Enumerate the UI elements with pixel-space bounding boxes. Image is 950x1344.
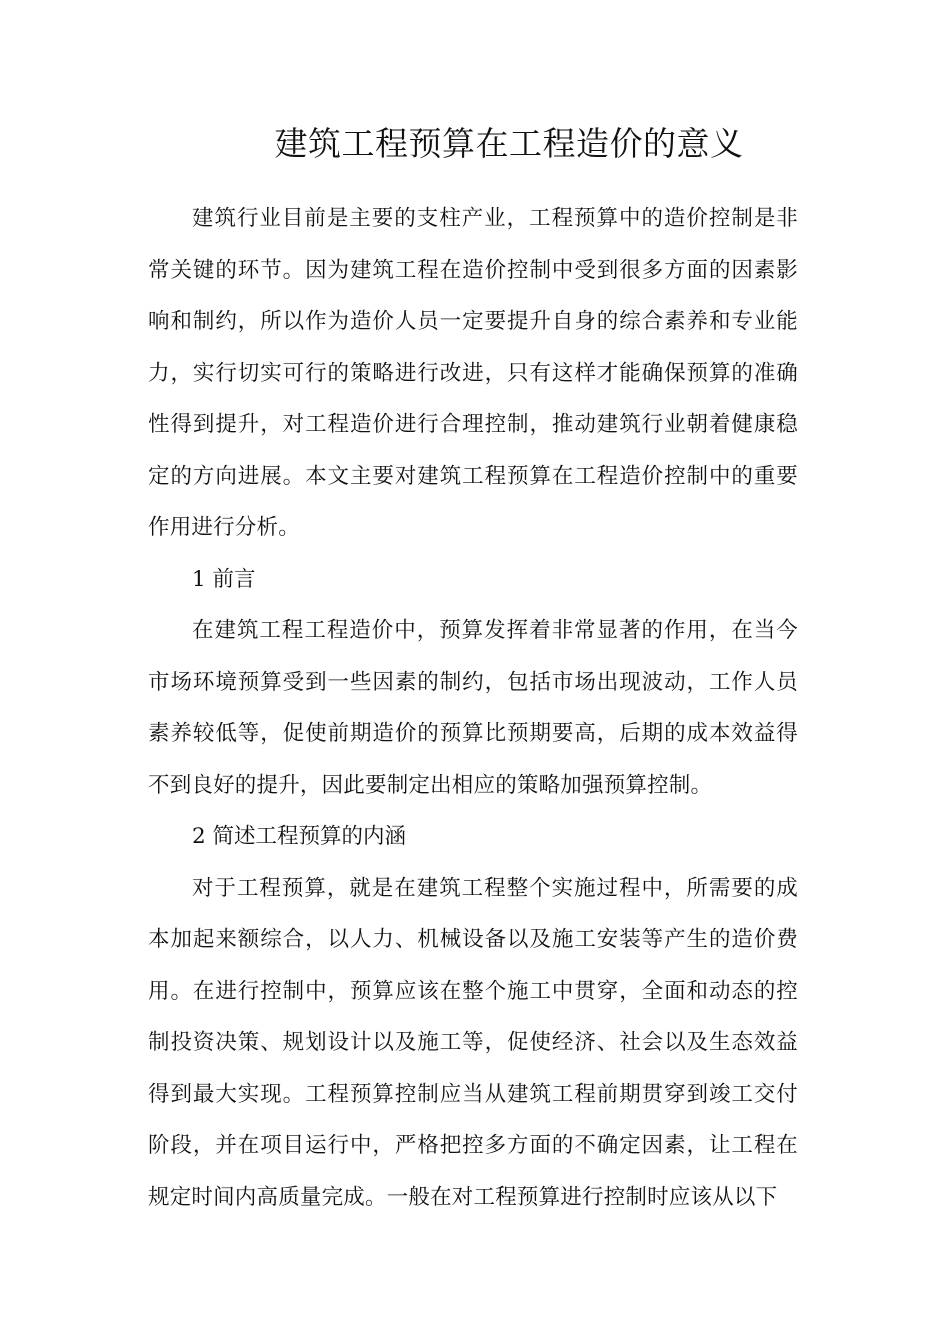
document-title: 建筑工程预算在工程造价的意义 [274,124,744,163]
paragraph-preface: 在建筑工程工程造价中，预算发挥着非常显著的作用，在当今市场环境预算受到一些因素的制约，包括市场出现波动，工作人员素养较低等，促使前期造价的预算比预期要高，后期的成本效益得不到良好的提升，因此要制定出相应的策略加强预算控制。 [148,618,798,798]
document-body [148,193,798,1223]
section-heading-budget-meaning: 2 简述工程预算的内涵 [192,824,407,849]
paragraph-intro: 建筑行业目前是主要的支柱产业，工程预算中的造价控制是非常关键的环节。因为建筑工程在造价控制中受到很多方面的因素影响和制约，所以作为造价人员一定要提升自身的综合素养和专业能力，实行切实可行的策略进行改进，只有这样才能确保预算的准确性得到提升，对工程造价进行合理控制，推动建筑行业朝着健康稳定的方向进展。本文主要对建筑工程预算在工程造价控制中的重要作用进行分析。 [148,206,798,540]
paragraph-budget-meaning: 对于工程预算，就是在建筑工程整个实施过程中，所需要的成本加起来额综合，以人力、机械设备以及施工安装等产生的造价费用。在进行控制中，预算应该在整个施工中贯穿，全面和动态的控制投资决策、规划设计以及施工等，促使经济、社会以及生态效益得到最大实现。工程预算控制应当从建筑工程前期贯穿到竣工交付阶段，并在项目运行中，严格把控多方面的不确定因素，让工程在规定时间内高质量完成。一般在对工程预算进行控制时应该从以下 [148,875,798,1210]
section-heading-preface: 1 前言 [192,566,256,592]
